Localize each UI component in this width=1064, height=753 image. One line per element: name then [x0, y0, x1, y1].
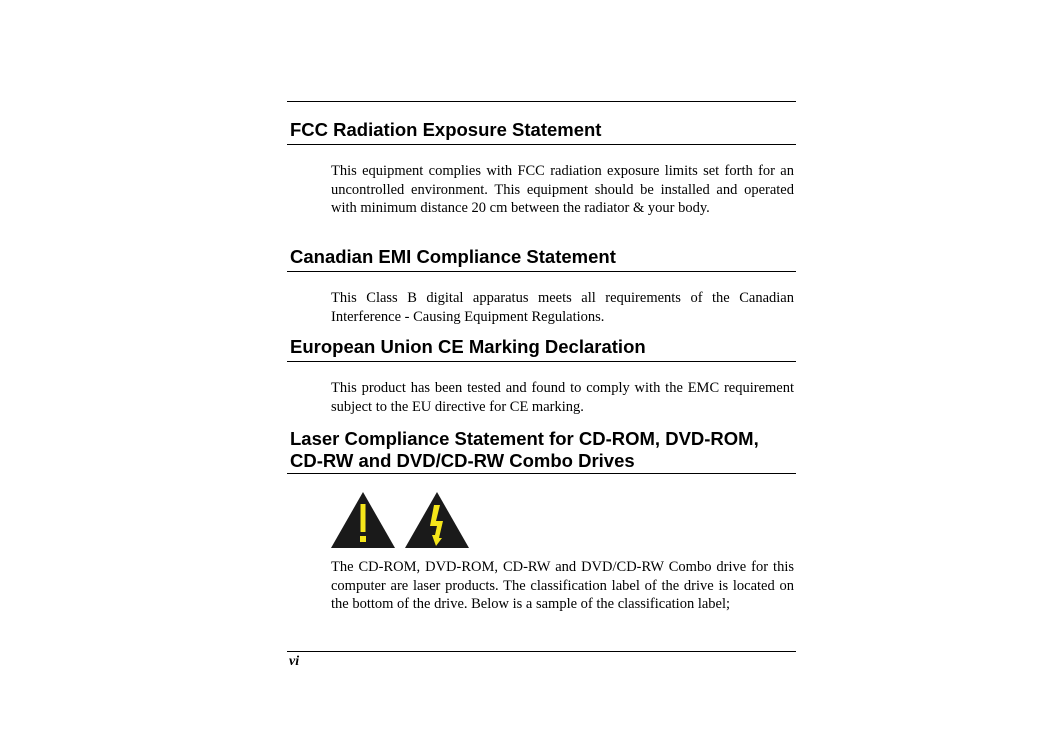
- eu-ce-paragraph: This product has been tested and found to comply with the EMC requirement subject to the EU directive for CE marking.: [331, 380, 794, 415]
- canadian-emi-heading: Canadian EMI Compliance Statement: [290, 246, 616, 267]
- canadian-emi-paragraph: This Class B digital apparatus meets all requirements of the Canadian Interference - Causing Equipment Regulations.: [331, 290, 794, 325]
- canadian-emi-heading-rule: [287, 271, 796, 272]
- high-voltage-icon: [404, 491, 470, 549]
- fcc-heading-rule: [287, 144, 796, 145]
- eu-ce-heading-rule: [287, 361, 796, 362]
- top-rule: [287, 101, 796, 102]
- footer-rule: [287, 651, 796, 652]
- laser-heading-line-1: Laser Compliance Statement for CD-ROM, DVD-ROM,: [290, 428, 759, 449]
- fcc-heading: FCC Radiation Exposure Statement: [290, 119, 602, 140]
- laser-warning-icons: [330, 491, 472, 549]
- laser-compliance-heading: [290, 428, 796, 472]
- warning-exclamation-icon: [330, 491, 396, 549]
- fcc-paragraph: This equipment complies with FCC radiation exposure limits set forth for an uncontrolled environment. This equipment should be installed and operated with minimum distance 20 cm between the radiator & your body.: [331, 163, 794, 216]
- page-number: vi: [289, 654, 300, 669]
- laser-heading-rule: [287, 473, 796, 474]
- laser-paragraph: The CD-ROM, DVD-ROM, CD-RW and DVD/CD-RW Combo drive for this computer are laser products. The classification label of the drive is located on the bottom of the drive. Below is a sample of the classification label;: [331, 559, 794, 612]
- laser-heading-line-2: CD-RW and DVD/CD-RW Combo Drives: [290, 450, 635, 471]
- eu-ce-heading: European Union CE Marking Declaration: [290, 336, 646, 357]
